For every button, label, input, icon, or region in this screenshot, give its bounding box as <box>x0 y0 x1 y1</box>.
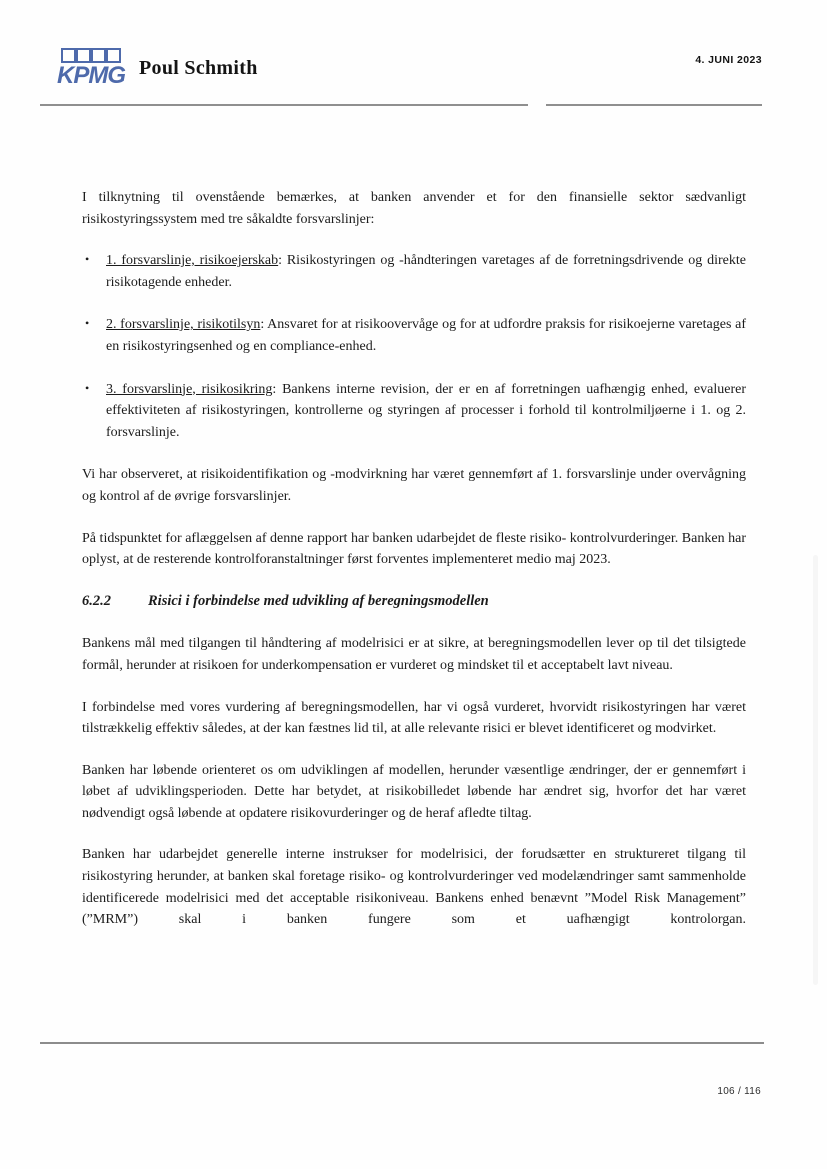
kpmg-logo-boxes <box>62 49 120 62</box>
paragraph-report-timing: På tidspunktet for aflæggelsen af denne rapport har banken udarbejdet de fleste risiko- kontrolvurderinger. Banken har oplyst, at de resterende kontrolforanstaltninger først forventes implementeret medio maj 2023. <box>82 530 746 568</box>
header-rule-right <box>546 104 762 106</box>
bullet-lead: 1. forsvarslinje, risikoejerskab <box>106 253 279 269</box>
company-name: Poul Schmith <box>139 57 258 79</box>
paragraph-model-updates: Banken har løbende orienteret os om udviklingen af modellen, herunder væsentlige ændringer, der er gennemført i løbet af udviklingsperioden. Dette har betydet, at risikobilledet løbende har ændret sig, hvorfor det har været nødvendigt også løbende at opdatere risikovurderinger og de heraf afledte tiltag. <box>82 762 746 821</box>
header-rule-left <box>40 104 528 106</box>
list-item-second-line-of-defense <box>82 314 746 357</box>
paragraph-observation: Vi har observeret, at risikoidentifikation og -modvirkning har været gennemført af 1. forsvarslinje under overvågning og kontrol af de øvrige forsvarslinjer. <box>82 467 746 504</box>
document-date: 4. JUNI 2023 <box>695 54 762 66</box>
section-number: 6.2.2 <box>82 592 111 609</box>
bullet-lead: 2. forsvarslinje, risikotilsyn <box>106 317 261 333</box>
bullet-text: : Ansvaret for at risikoovervåge og for at udfordre praksis for risikoejerne varetages af en risikostyringsenhed og en compliance-enhed. <box>106 317 746 354</box>
kpmg-logo <box>56 46 126 90</box>
section-heading-6-2-2 <box>82 591 746 613</box>
scan-edge-artifact <box>813 555 818 985</box>
list-item-third-line-of-defense <box>82 379 746 444</box>
bullet-icon: • <box>85 316 90 331</box>
document-body <box>82 187 746 951</box>
kpmg-logo-graphic <box>56 46 126 90</box>
bullet-icon: • <box>85 380 90 395</box>
paragraph-intro: I tilknytning til ovenstående bemærkes, at banken anvender et for den finansielle sektor sædvanligt risikostyringssystem med tre såkaldte forsvarslinjer: <box>82 190 746 227</box>
section-title: Risici i forbindelse med udvikling af beregningsmodellen <box>148 592 489 609</box>
bullet-text: : Bankens interne revision, der er en af forretningen uafhængig enhed, evaluerer effektiviteten af risikostyringen, kontrollerne og styringen af processer i forhold til kontrolmiljøerne i 1. og 2. forsvarslinje. <box>106 381 747 440</box>
paragraph-assessment: I forbindelse med vores vurdering af beregningsmodellen, har vi også vurderet, hvorvidt risikostyringen har været tilstrækkelig effektiv således, at der kan fæstnes lid til, at alle relevante risici er blevet identificeret og modvirket. <box>82 699 746 737</box>
kpmg-logo-text: KPMG <box>57 62 125 89</box>
bullet-icon: • <box>85 252 90 267</box>
list-item-first-line-of-defense <box>82 250 746 293</box>
bullet-text: : Risikostyringen og -håndteringen varetages af de forretningsdrivende og direkte risikotagende enheder. <box>106 253 746 290</box>
paragraph-internal-instructions: Banken har udarbejdet generelle interne instrukser for modelrisici, der forudsætter en struktureret tilgang til risikostyring herunder, at banken skal foretage risiko- og kontrolvurderinger ved modelændringer samt sammenholde identificerede modelrisici med det acceptable risikoniveau. Bankens enhed benævnt ”Model Risk Management” (”MRM”) skal i banken fungere som et uafhængigt kontrolorgan. <box>82 847 746 928</box>
bullet-lead: 3. forsvarslinje, risikosikring <box>106 381 273 397</box>
paragraph-bank-goal: Bankens mål med tilgangen til håndtering af modelrisici er at sikre, at beregningsmodellen lever op til det tilsigtede formål, herunder at risikoen for underkompensation er vurderet og mindsket til et acceptabelt lavt niveau. <box>82 636 746 673</box>
footer-rule <box>40 1042 764 1044</box>
page-number: 106 / 116 <box>717 1086 761 1097</box>
